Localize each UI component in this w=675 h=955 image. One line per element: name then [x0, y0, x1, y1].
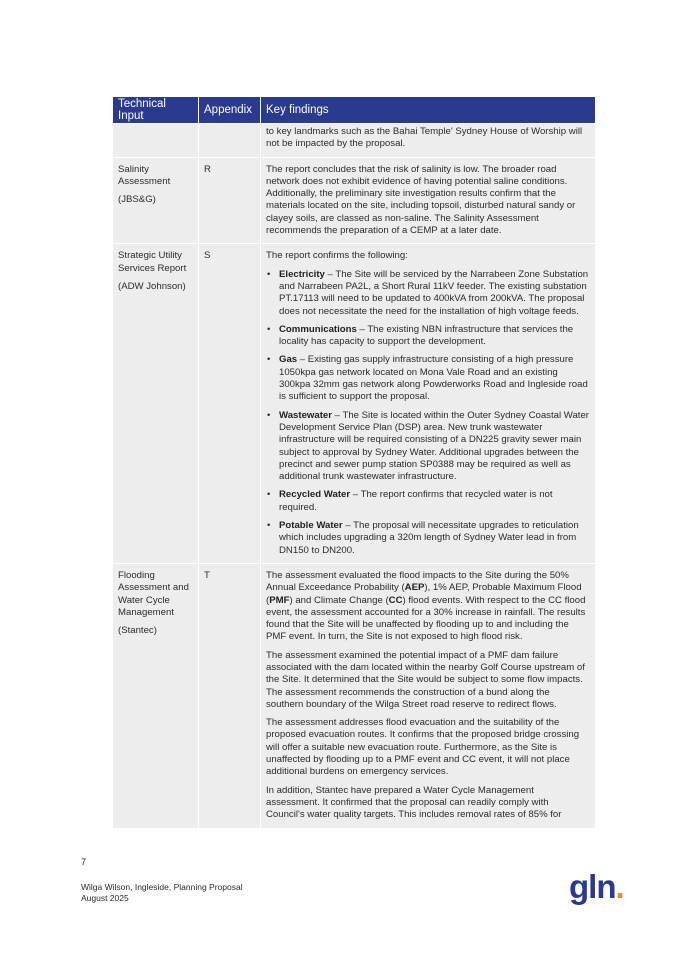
page-number: 7	[81, 857, 87, 867]
finding-text: The assessment evaluated the flood impacts to the Site during the 50% Annual Exceedance Probability (AEP), 1% AEP, Probable Maximum Flood (PMF) and Climate Change (CC) flood events. With respect to the CC flood event, the assessment accounted for a 30% increase in rainfall. The results found that the Site will be unaffected by flooding up to and including the PMF event. In turn, the Site is not exposed to high flood risk.	[266, 569, 586, 643]
technical-input-author: (Stantec)	[118, 625, 157, 637]
technical-input-author: (JBS&G)	[118, 194, 156, 206]
technical-input-name: Salinity Assessment	[118, 163, 171, 187]
finding-text: The report concludes that the risk of salinity is low. The broader road network does not exhibit evidence of having potential saline conditions. Additionally, the preliminary site investigation results confirm that the materials located on the site, including topsoil, disturbed natural sandy or clayey soils, are classed as non-saline. The Salinity Assessment recommends the preparation of a CEMP at a later date.	[266, 163, 576, 237]
footer-title: Wilga Wilson, Ingleside, Planning Proposal	[81, 882, 243, 892]
finding-text: The assessment examined the potential impact of a PMF dam failure associated with the dam located within the nearby Golf Course upstream of the Site. It determined that the Site would be subject to some flow impacts. The assessment recommends the construction of a bund along the southern boundary of the Wilga Street road reserve to redirect flows.	[266, 649, 585, 710]
footer-date: August 2025	[81, 893, 129, 903]
appendix-letter: S	[199, 244, 261, 563]
list-item: • Wastewater – The Site is located within the Outer Sydney Coastal Water Development Service Plan (DSP) area. New trunk wastewater infrastructure will be required consisting of a DN225 gravity sewer main subject to approval by Sydney Water. Additional upgrades between the precinct and sewer pump station SP0388 may be required as well as additional trunk wastewater infrastructure.	[267, 409, 589, 483]
appendix-letter: R	[199, 158, 261, 244]
table-row	[113, 157, 595, 244]
gln-logo: gln.	[569, 868, 624, 905]
table-row	[113, 243, 595, 563]
list-item: • Communications – The existing NBN infrastructure that services the locality has capacity to support the development.	[267, 323, 574, 348]
table-header	[113, 97, 595, 123]
list-item: • Recycled Water – The report confirms that recycled water is not required.	[267, 489, 553, 513]
table-row	[113, 563, 595, 828]
finding-text: In addition, Stantec have prepared a Water Cycle Management assessment. It confirmed that the proposal can readily comply with Council's water quality targets. This includes removal rates of 85% for	[266, 784, 562, 821]
appendix-letter: T	[199, 564, 261, 828]
table-row	[113, 123, 595, 157]
document-footer	[81, 882, 243, 904]
list-item: • Potable Water – The proposal will necessitate upgrades to reticulation which includes upgrading a 320m length of Sydney Water lead in from DN150 to DN200.	[267, 520, 579, 556]
list-item: • Electricity – The Site will be serviced by the Narrabeen Zone Substation and Narrabeen PA2L, a Short Rural 11kV feeder. The existing substation PT.17113 will need to be updated to 400kVA from 200kVA. The proposal does not necessitate the need for the installation of high voltage feeds.	[267, 268, 589, 317]
utility-list	[266, 269, 589, 557]
header-key-findings: Key findings	[266, 104, 329, 116]
finding-text: The assessment addresses flood evacuation and the suitability of the proposed evacuation routes. It confirms that the proposed bridge crossing will offer a suitable new evacuation route. Furthermore, as the Site is unaffected by flooding up to a PMF event and CC event, it will not place additional burdens on emergency services.	[266, 717, 580, 778]
finding-intro: The report confirms the following:	[266, 250, 408, 262]
list-item: • Gas – Existing gas supply infrastructure consisting of a high pressure 1050kpa gas network located on Mona Vale Road and an existing 300kpa 32mm gas network along Powderworks Road and Ingleside road is sufficient to support the proposal.	[267, 354, 588, 403]
technical-input-author: (ADW Johnson)	[118, 280, 186, 292]
key-findings-table	[113, 97, 595, 828]
finding-text: to key landmarks such as the Bahai Temple' Sydney House of Worship will not be impacted by the proposal.	[266, 126, 583, 150]
technical-input-name: Flooding Assessment and Water Cycle Management	[118, 569, 189, 618]
header-technical-input: Technical Input	[113, 97, 199, 123]
technical-input-name: Strategic Utility Services Report	[118, 250, 187, 274]
header-appendix: Appendix	[199, 97, 261, 123]
